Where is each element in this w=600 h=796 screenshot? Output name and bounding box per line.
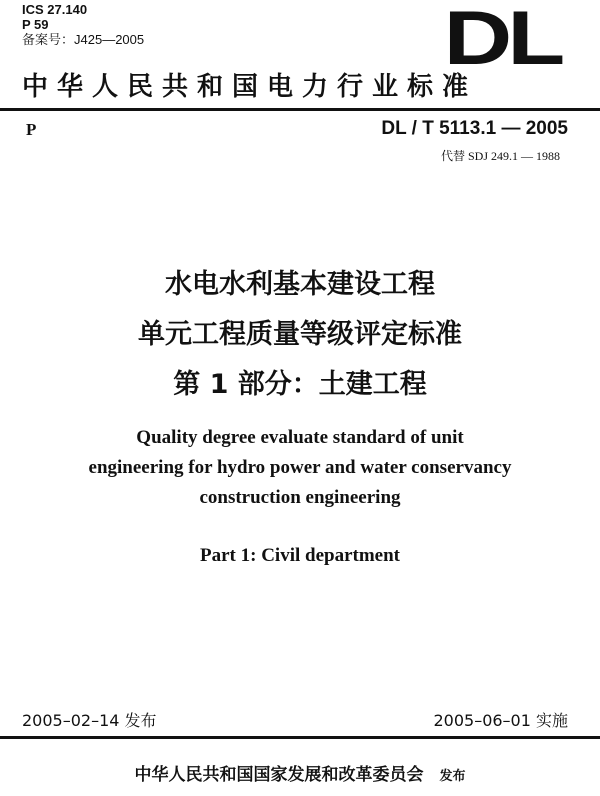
en-title-line1: Quality degree evaluate standard of unit (136, 427, 464, 448)
en-part-title: Part 1: Civil department (200, 545, 400, 566)
issuer-line (0, 760, 600, 785)
standard-number: DL / T 5113.1 — 2005 (381, 118, 568, 139)
cn-title-line2: 单元工程质量等级评定标准 (138, 319, 462, 350)
standard-type-title: 中华人民共和国电力行业标准 (22, 72, 478, 102)
cn-title-line3: 第 1 部分：土建工程 (173, 369, 427, 400)
bottom-divider (0, 736, 600, 739)
en-title-line3: construction engineering (199, 487, 401, 508)
category-letter: P (26, 120, 37, 139)
replaces-note: 代替 SDJ 249.1 — 1988 (440, 149, 560, 163)
effective-date: 2005–06–01 实施 (433, 711, 568, 730)
issuer-name: 中华人民共和国国家发展和改革委员会 (134, 765, 424, 785)
issuer-action: 发布 (439, 769, 466, 784)
filing-number: 备案号：J425—2005 (22, 32, 145, 47)
dl-logo: DL (443, 0, 560, 81)
issue-date: 2005–02–14 发布 (22, 711, 157, 730)
cn-title-line1: 水电水利基本建设工程 (165, 269, 435, 300)
ccs-code: P 59 (22, 17, 49, 32)
ics-code: ICS 27.140 (22, 2, 88, 17)
top-divider (0, 108, 600, 111)
en-title-line2: engineering for hydro power and water conservancy (88, 457, 512, 478)
